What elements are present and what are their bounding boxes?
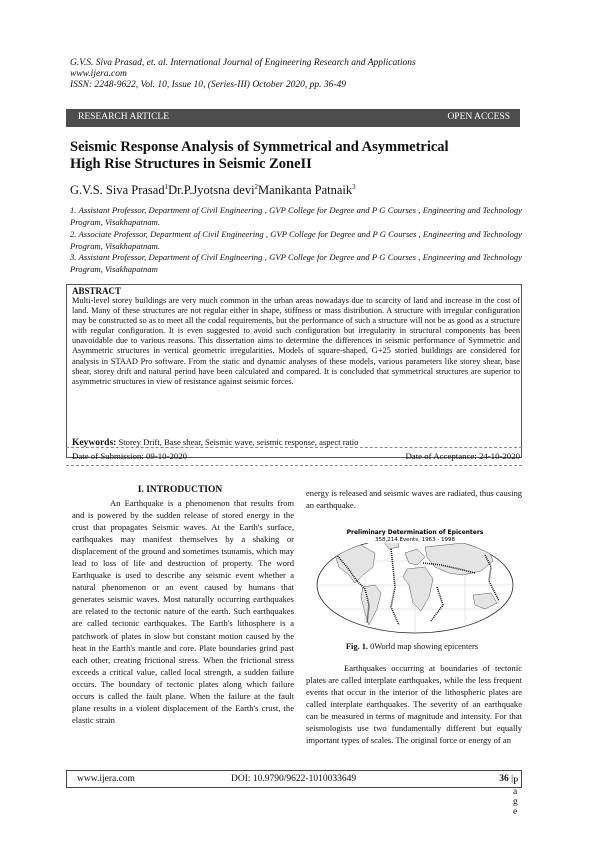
research-article-label: RESEARCH ARTICLE	[78, 112, 170, 122]
paper-title	[70, 139, 520, 173]
affiliation-2: 2. Associate Professor, Department of Civil Engineering , GVP College for Degree and P G Courses , Engineering and Technology Program, Visakhapatnam.	[70, 229, 522, 251]
map-graticule	[317, 535, 513, 635]
divider-bottom	[66, 465, 522, 466]
author-2-sup: 2	[254, 183, 259, 191]
epicenter-world-map	[313, 527, 517, 635]
right-column-top-text: energy is released and seismic waves are radiated, thus causing an earthquake.	[306, 488, 522, 511]
footer-page: 36 | P a g e	[499, 774, 518, 817]
journal-issn: ISSN: 2248-9622, Vol. 10, Issue 10, (Series-III) October 2020, pp. 36-49	[70, 80, 346, 90]
right-column-bottom-text: Earthquakes occurring at boundaries of tectonic plates are called interplate earthquakes, while the less frequent events that occur in the interior of the lithospheric plates are called interplate earthquakes. The severity of an earthquake can be measured in terms of magnitude and intensity. For that seismologists use two fundamentally different but equally important types of scales. The original force or energy of an	[306, 663, 522, 746]
author-1: G.V.S. Siva Prasad	[70, 183, 165, 198]
page-word: P a g e	[513, 777, 518, 817]
affiliation-3: 3. Assistant Professor, Department of Civil Engineering , GVP College for Degree and P G Courses , Engineering and Technology Program, Visakhapatnam	[70, 252, 522, 274]
open-access-label: OPEN ACCESS	[447, 112, 510, 122]
journal-citation: G.V.S. Siva Prasad, et. al. International Journal of Engineering Research and Applications	[70, 58, 416, 68]
abstract-heading: ABSTRACT	[72, 286, 122, 296]
abstract-body: Multi-level storey buildings are very much common in the urban areas nowadays due to scarcity of land and increase in the cost of land. Many of these structures are not regular either in shape, stiffness or mass distribution. A structure with irregular configuration may be constructed so as to meet all the codal requirements, but the performance of such a structure will not be as good as a structure with regular configuration. It is even suggested to avoid such configuration but irregularity in structural components has been unavoidable due to various reasons. This dissertation aims to determine the differences in seismic performance of Symmetric and Asymmetric structures in vertical geometric irregularities. Models of square-shaped, G+25 storied buildings are considered for analysis in STAAD Pro software. From the static and dynamic analyses of these models, various parameters like storey shear, base shear, storey drift and natural period have been calculated and compared. It is concluded that symmetrical structures are superior to asymmetric structures in view of resistance against seismic forces.	[72, 296, 520, 386]
keywords-text: Storey Drift, Base shear, Seismic wave, seismic response, aspect ratio	[118, 437, 359, 447]
title-line-1: Seismic Response Analysis of Symmetrical and Asymmetrical	[70, 139, 449, 155]
acceptance-date: Date of Acceptance: 24-10-2020	[405, 451, 520, 461]
figure-caption	[300, 642, 524, 651]
map-title-2: 358,214 Events, 1963 - 1998	[374, 537, 456, 543]
article-type-banner	[66, 109, 520, 127]
footer-website[interactable]: www.ijera.com	[77, 774, 135, 784]
map-title-1: Preliminary Determination of Epicenters	[346, 529, 484, 536]
page-number: 36	[499, 774, 509, 784]
section-title: I. INTRODUCTION	[137, 485, 223, 495]
author-2: Dr.P.Jyotsna devi	[168, 183, 255, 198]
figure-label: Fig. 1.	[345, 642, 369, 651]
figure-caption-text: 0World map showing epicenters	[370, 642, 479, 651]
page-footer	[66, 770, 522, 817]
keywords-label: Keywords:	[72, 438, 117, 448]
intro-paragraph: An Earthquake is a phenomenon that results from and is powered by the sudden release of stored energy in the crust that propagates Seismic waves. At the Earth's surface, earthquakes may manifest themselves by a shaking or displacement of the ground and sometimes tsunamis, which may lead to loss of life and destruction of property. The word Earthquake is used to describe any seismic event whether a natural phenomenon or an event caused by humans that generates seismic waves. Most naturally occurring earthquakes are related to the tectonic nature of the earth. Such earthquakes are called tectonic earthquakes. The Earth's lithosphere is a patchwork of plates in slow but constant motion caused by the heat in the Earth's mantle and core. Plate boundaries grind past each other, creating frictional stress. When the frictional stress exceeds a critical value, called local strength, a sudden failure occurs. The boundary of tectonic plates along which failure occurs is called the fault plane. When the failure at the fault plane results in a violent displacement of the Earth's crust, the elastic strain	[72, 498, 294, 725]
author-1-sup: 1	[164, 183, 169, 191]
journal-website[interactable]: www.ijera.com	[70, 69, 127, 79]
author-list	[70, 183, 356, 198]
affiliation-1: 1. Assistant Professor, Department of Civil Engineering , GVP College for Degree and P G Courses , Engineering and Technology Program, Visakhapatnam.	[70, 205, 522, 227]
footer-doi[interactable]: DOI: 10.9790/9622-1010033649	[231, 774, 357, 784]
divider-top	[66, 447, 522, 448]
author-3: Manikanta Patnaik	[258, 183, 353, 198]
title-line-2: High Rise Structures in Seismic ZoneII	[70, 156, 312, 172]
author-3-sup: 3	[352, 183, 356, 191]
submission-date: Date of Submission: 09-10-2020	[72, 451, 188, 461]
